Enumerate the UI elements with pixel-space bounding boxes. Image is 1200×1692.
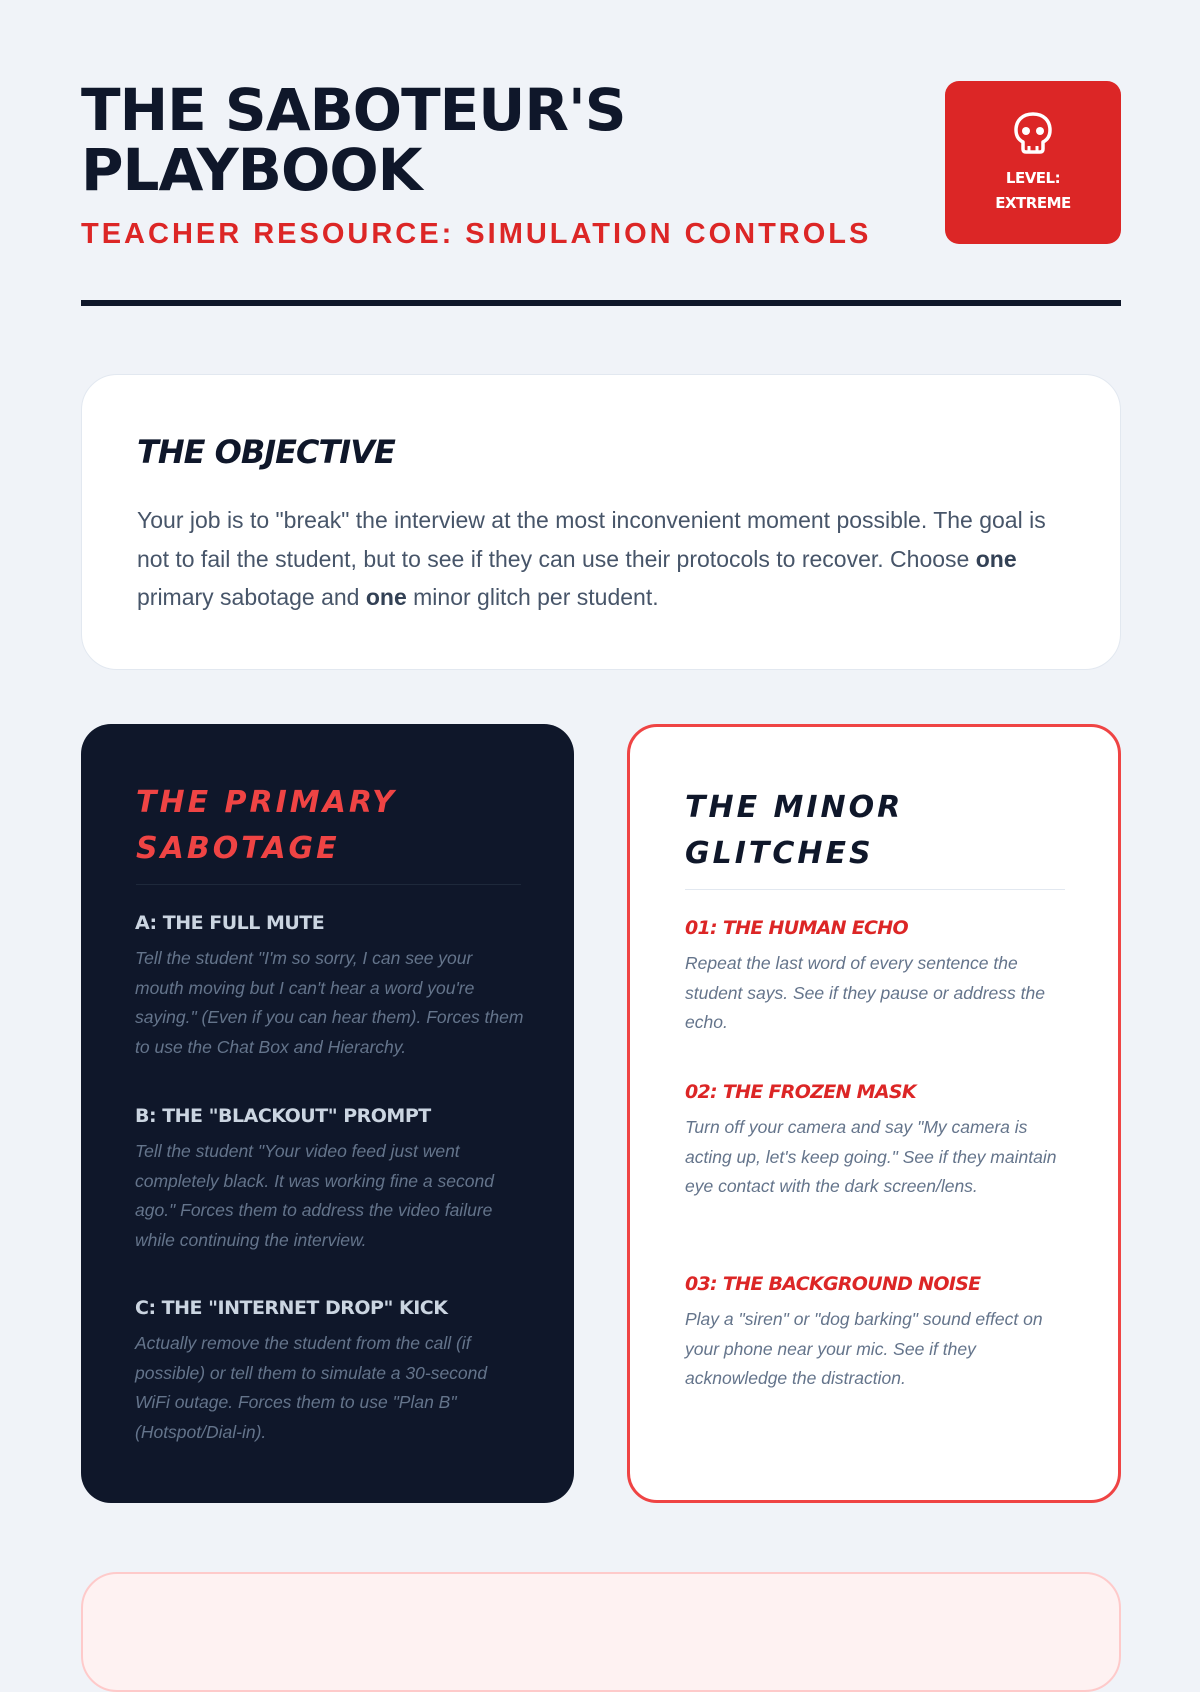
- sabotage-item-desc: Actually remove the student from the call (if possible) or tell them to simulate a 30-second WiFi outage. Forces them to use "Plan B" (Hotspot/Dial-in).: [135, 1333, 488, 1443]
- glitch-item-desc: Turn off your camera and say "My camera is acting up, let's keep going." See if they maintain eye contact with the dark screen/lens.: [685, 1117, 1057, 1197]
- glitch-item: [685, 1273, 1075, 1394]
- primary-sabotage-card: [81, 724, 574, 1503]
- sabotage-item-title: B: THE "BLACKOUT" PROMPT: [135, 1105, 431, 1127]
- glitch-item: [685, 917, 1075, 1038]
- objective-card: [81, 374, 1121, 670]
- sabotage-item-title: A: THE FULL MUTE: [135, 912, 325, 934]
- minor-glitches-card: [627, 724, 1121, 1503]
- page-title: THE SABOTEUR'S PLAYBOOK: [81, 76, 626, 204]
- minor-glitches-title: THE MINOR GLITCHES: [685, 790, 904, 871]
- glitch-item-desc: Play a "siren" or "dog barking" sound effect on your phone near your mic. See if they acknowledge the distraction.: [685, 1309, 1043, 1389]
- objective-title: THE OBJECTIVE: [137, 433, 395, 471]
- glitch-item-title: 03: THE BACKGROUND NOISE: [685, 1273, 981, 1295]
- sabotage-item-title: C: THE "INTERNET DROP" KICK: [135, 1297, 448, 1319]
- glitch-item-title: 01: THE HUMAN ECHO: [685, 917, 908, 939]
- level-label: LEVEL: EXTREME: [995, 168, 1071, 212]
- sabotage-item-desc: Tell the student "Your video feed just went completely black. It was working fine a second ago." Forces them to address the video failure while continuing the interview.: [135, 1141, 494, 1251]
- primary-sabotage-title: THE PRIMARY SABOTAGE: [136, 785, 397, 866]
- page-subtitle: TEACHER RESOURCE: SIMULATION CONTROLS: [81, 218, 872, 250]
- objective-emphasis: one: [365, 584, 407, 610]
- sabotage-item: [135, 1297, 525, 1448]
- sabotage-item: [135, 1105, 525, 1256]
- sabotage-item: [135, 912, 525, 1063]
- glitch-item-desc: Repeat the last word of every sentence the student says. See if they pause or address the echo.: [685, 953, 1045, 1033]
- next-section-card: [81, 1572, 1121, 1692]
- sabotage-item-desc: Tell the student "I'm so sorry, I can see your mouth moving but I can't hear a word you're saying." (Even if you can hear them). Forces them to use the Chat Box and Hierarchy.: [135, 948, 524, 1058]
- glitch-item-title: 02: THE FROZEN MASK: [685, 1081, 916, 1103]
- objective-text: Your job is to "break" the interview at the most inconvenient moment possible. The goal is not to fail the student, but to see if they can use their protocols to recover. Choose one primary sabotage and one minor glitch per student.: [137, 507, 1046, 610]
- glitch-item: [685, 1081, 1075, 1202]
- level-badge: [945, 81, 1121, 244]
- divider: [136, 884, 521, 885]
- skull-icon: [1011, 110, 1055, 158]
- divider: [685, 889, 1065, 890]
- header-divider: [81, 300, 1121, 306]
- objective-emphasis: one: [975, 545, 1017, 572]
